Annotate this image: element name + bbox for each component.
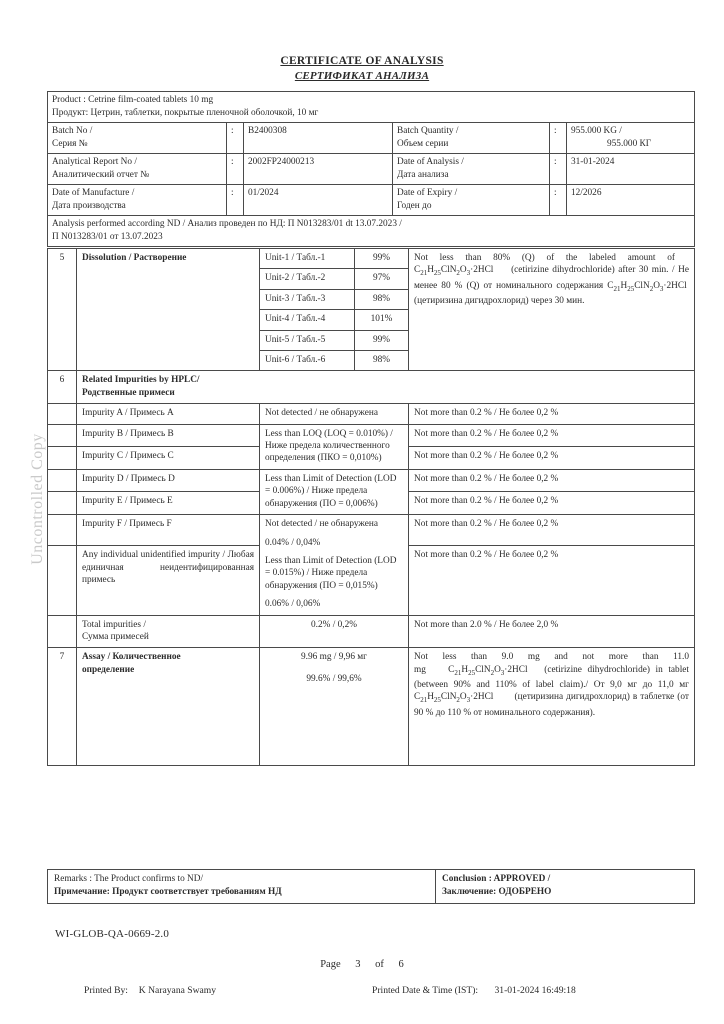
unit-label: Unit-1 / Табл.-1	[260, 249, 355, 269]
spacer-cell	[48, 515, 77, 546]
page-of: of	[375, 959, 384, 970]
impurity-result-line4: 0.06% / 0,06%	[265, 599, 321, 610]
table-row	[48, 92, 695, 123]
printed-date	[372, 985, 576, 996]
unit-label: Unit-6 / Табл.-6	[260, 351, 355, 371]
printed-by-value: K Narayana Swamy	[138, 985, 217, 996]
test-results-cell	[260, 249, 409, 371]
product-label-en: Product : Cetrine film-coated tablets 10 mg	[52, 95, 214, 105]
page-number	[0, 959, 724, 970]
analysis-nd-cell	[48, 216, 695, 247]
table-row	[260, 351, 408, 371]
impurity-name: Any individual unidentified impurity / Любая единичная неидентифицированная примесь	[77, 546, 260, 615]
total-impurities-name-line2: Сумма примесей	[82, 631, 149, 642]
date-exp-value: 12/2026	[567, 185, 695, 216]
total-impurities-spec: Not more than 2.0 % / Не более 2,0 %	[409, 615, 695, 648]
spacer-cell	[48, 424, 77, 447]
impurity-spec: Not more than 0.2 % / Не более 0,2 %	[409, 469, 695, 492]
assay-spec: Not less than 9.0 mg and not more than 11.0 mg $C_{21}H_{25}ClN_2O_3\cdot 2HCl$ (cetirizine dihydrochloride) in tablet (between 90% and 110% of label claim)./ От 9,0 мг до 11,0 мг $C_{21}H_{25}ClN_2O_3\cdot 2HCl$ (цетиризина дигидрохлорид) в таблетке (от 90 % до 110 % от номинального содержания).	[409, 648, 695, 766]
spacer-cell	[48, 546, 77, 615]
impurity-result-line2: 0.04% / 0,04%	[265, 537, 321, 548]
table-row	[260, 310, 408, 330]
impurity-name: Impurity C / Примесь С	[77, 447, 260, 470]
conclusion-line2: Заключение: ОДОБРЕНО	[442, 887, 552, 897]
test-name-line1: Assay / Количественное	[82, 652, 181, 663]
colon-separator: :	[227, 123, 244, 154]
impurity-result: Not detected / не обнаружена	[260, 404, 409, 424]
remarks-line2: Примечание: Продукт соответствует требованиям НД	[54, 887, 282, 897]
batch-no-value: B2400308	[244, 123, 393, 154]
spacer-cell	[48, 447, 77, 470]
date-exp-label-cell	[393, 185, 550, 216]
title-russian: СЕРТИФИКАТ АНАЛИЗА	[294, 70, 430, 82]
unit-label: Unit-2 / Табл.-2	[260, 269, 355, 289]
unit-value: 98%	[355, 289, 409, 309]
date-analysis-label-cell	[393, 154, 550, 185]
assay-result-mg: 9.96 mg / 9,96 мг	[301, 652, 367, 663]
table-row	[260, 330, 408, 350]
document-code: WI-GLOB-QA-0669-2.0	[55, 928, 170, 940]
watermark: Uncontrolled Copy	[29, 433, 46, 565]
colon-separator: :	[550, 185, 567, 216]
impurity-name: Impurity E / Примесь Е	[77, 492, 260, 515]
document-title	[0, 54, 724, 83]
impurity-result: Less than LOQ (LOQ = 0.010%) / Ниже предела количественного определения (ПКО = 0,010%)	[260, 424, 409, 469]
report-no-label-cell	[48, 154, 227, 185]
remarks-line1: Remarks : The Product confirms to ND/	[54, 874, 204, 884]
date-mfg-label-ru: Дата производства	[52, 200, 126, 211]
page-total: 6	[398, 959, 404, 970]
analysis-nd-line1: Analysis performed according ND / Анализ проведен по НД: П N013283/01 dt 13.07.2023 /	[52, 219, 402, 229]
unit-value: 99%	[355, 249, 409, 269]
impurity-spec: Not more than 0.2 % / Не более 0,2 %	[409, 546, 695, 615]
conclusion-line1: Conclusion : APPROVED /	[442, 874, 551, 884]
spacer-cell	[48, 469, 77, 492]
impurity-name: Impurity D / Примесь D	[77, 469, 260, 492]
date-analysis-label-ru: Дата анализа	[397, 169, 449, 180]
date-mfg-value: 01/2024	[244, 185, 393, 216]
header-info-table	[47, 91, 695, 247]
table-row	[48, 469, 695, 492]
table-row-dissolution	[48, 249, 695, 371]
analysis-nd-line2: П N013283/01 от 13.07.2023	[52, 231, 163, 242]
spacer-cell	[48, 492, 77, 515]
batch-no-label-en: Batch No /	[52, 126, 93, 136]
impurity-name: Impurity A / Примесь А	[77, 404, 260, 424]
remarks-cell	[48, 870, 436, 904]
test-name-line2: Родственные примеси	[82, 387, 175, 398]
batch-qty-label-cell	[393, 123, 550, 154]
table-row	[48, 123, 695, 154]
table-row	[260, 269, 408, 289]
impurity-result-line3: Less than Limit of Detection (LOD = 0.015%) / Ниже предела обнаружения (ПО = 0,015%)	[265, 555, 397, 591]
product-label-ru: Продукт: Цетрин, таблетки, покрытые пленочной оболочкой, 10 мг	[52, 107, 319, 118]
total-impurities-name	[77, 615, 260, 648]
dissolution-units-table	[260, 249, 408, 370]
test-name	[77, 371, 695, 404]
batch-no-label-cell	[48, 123, 227, 154]
total-impurities-result: 0.2% / 0,2%	[260, 615, 409, 648]
results-table	[47, 248, 695, 766]
date-analysis-value: 31-01-2024	[567, 154, 695, 185]
test-name	[77, 648, 260, 766]
batch-qty-label-ru: Объем серии	[397, 138, 449, 149]
table-row-total-impurities	[48, 615, 695, 648]
unit-value: 99%	[355, 330, 409, 350]
printed-by-label: Printed By:	[84, 985, 128, 996]
impurity-spec: Not more than 0.2 % / Не более 0,2 %	[409, 515, 695, 546]
test-number: 6	[48, 371, 77, 404]
table-row	[260, 289, 408, 309]
report-no-label-ru: Аналитический отчет №	[52, 169, 150, 180]
assay-result	[260, 648, 409, 766]
colon-separator: :	[550, 123, 567, 154]
impurity-result	[260, 515, 409, 615]
spacer-cell	[48, 404, 77, 424]
page-label: Page	[320, 959, 341, 970]
impurity-result-line1: Not detected / не обнаружена	[265, 519, 378, 530]
printed-date-label: Printed Date & Time (IST):	[372, 985, 479, 996]
table-row	[48, 216, 695, 247]
impurity-spec: Not more than 0.2 % / Не более 0,2 %	[409, 404, 695, 424]
conclusion-cell	[436, 870, 695, 904]
test-number: 7	[48, 648, 77, 766]
total-impurities-name-line1: Total impurities /	[82, 619, 146, 630]
impurity-spec: Not more than 0.2 % / Не более 0,2 %	[409, 492, 695, 515]
test-number: 5	[48, 249, 77, 371]
printed-by	[84, 985, 216, 996]
unit-value: 98%	[355, 351, 409, 371]
impurity-spec: Not more than 0.2 % / Не более 0,2 %	[409, 447, 695, 470]
date-mfg-label-cell	[48, 185, 227, 216]
title-english: CERTIFICATE OF ANALYSIS	[280, 55, 444, 67]
page-current: 3	[355, 959, 361, 970]
table-row-assay	[48, 648, 695, 766]
batch-qty-value-ru: 955.000 КГ	[607, 138, 652, 149]
unit-value: 97%	[355, 269, 409, 289]
table-row	[48, 185, 695, 216]
table-row	[48, 154, 695, 185]
remarks-table	[47, 869, 695, 904]
table-row	[260, 249, 408, 269]
batch-qty-label-en: Batch Quantity /	[397, 126, 459, 136]
date-mfg-label-en: Date of Manufacture /	[52, 188, 135, 198]
test-name-line2: определение	[82, 664, 135, 675]
table-row	[48, 424, 695, 447]
impurity-spec: Not more than 0.2 % / Не более 0,2 %	[409, 424, 695, 447]
report-no-value: 2002FP24000213	[244, 154, 393, 185]
batch-qty-value-en: 955.000 KG /	[571, 126, 622, 136]
date-exp-label-ru: Годен до	[397, 200, 432, 211]
batch-no-label-ru: Серия №	[52, 138, 88, 149]
assay-result-percent: 99.6% / 99,6%	[306, 673, 362, 684]
date-analysis-label-en: Date of Analysis /	[397, 157, 464, 167]
printed-date-value: 31-01-2024 16:49:18	[494, 985, 576, 996]
colon-separator: :	[227, 185, 244, 216]
colon-separator: :	[227, 154, 244, 185]
date-exp-label-en: Date of Expiry /	[397, 188, 458, 198]
colon-separator: :	[550, 154, 567, 185]
unit-label: Unit-5 / Табл.-5	[260, 330, 355, 350]
test-specification: Not less than 80% (Q) of the labeled amount of $C_{21}H_{25}ClN_2O_3\cdot 2HCl$ (cetirizine dihydrochloride) after 30 min. / Не менее 80 % (Q) от номинального содержания $C_{21}H_{25}ClN_2O_3\cdot 2HCl$ (цетиризина дигидрохлорид) через 30 мин.	[409, 249, 695, 371]
table-row	[48, 870, 695, 904]
impurity-name: Impurity B / Примесь В	[77, 424, 260, 447]
report-no-label-en: Analytical Report No /	[52, 157, 137, 167]
impurity-result: Less than Limit of Detection (LOD = 0.006%) / Ниже предела обнаружения (ПО = 0,006%)	[260, 469, 409, 514]
test-name-line1: Related Impurities by HPLC/	[82, 375, 200, 386]
unit-label: Unit-3 / Табл.-3	[260, 289, 355, 309]
unit-value: 101%	[355, 310, 409, 330]
batch-qty-value-cell	[567, 123, 695, 154]
table-row	[48, 515, 695, 546]
product-cell	[48, 92, 695, 123]
unit-label: Unit-4 / Табл.-4	[260, 310, 355, 330]
table-row	[48, 404, 695, 424]
table-row-related-impurities-header	[48, 371, 695, 404]
impurity-name: Impurity F / Примесь F	[77, 515, 260, 546]
test-name: Dissolution / Растворение	[77, 249, 260, 371]
spacer-cell	[48, 615, 77, 648]
